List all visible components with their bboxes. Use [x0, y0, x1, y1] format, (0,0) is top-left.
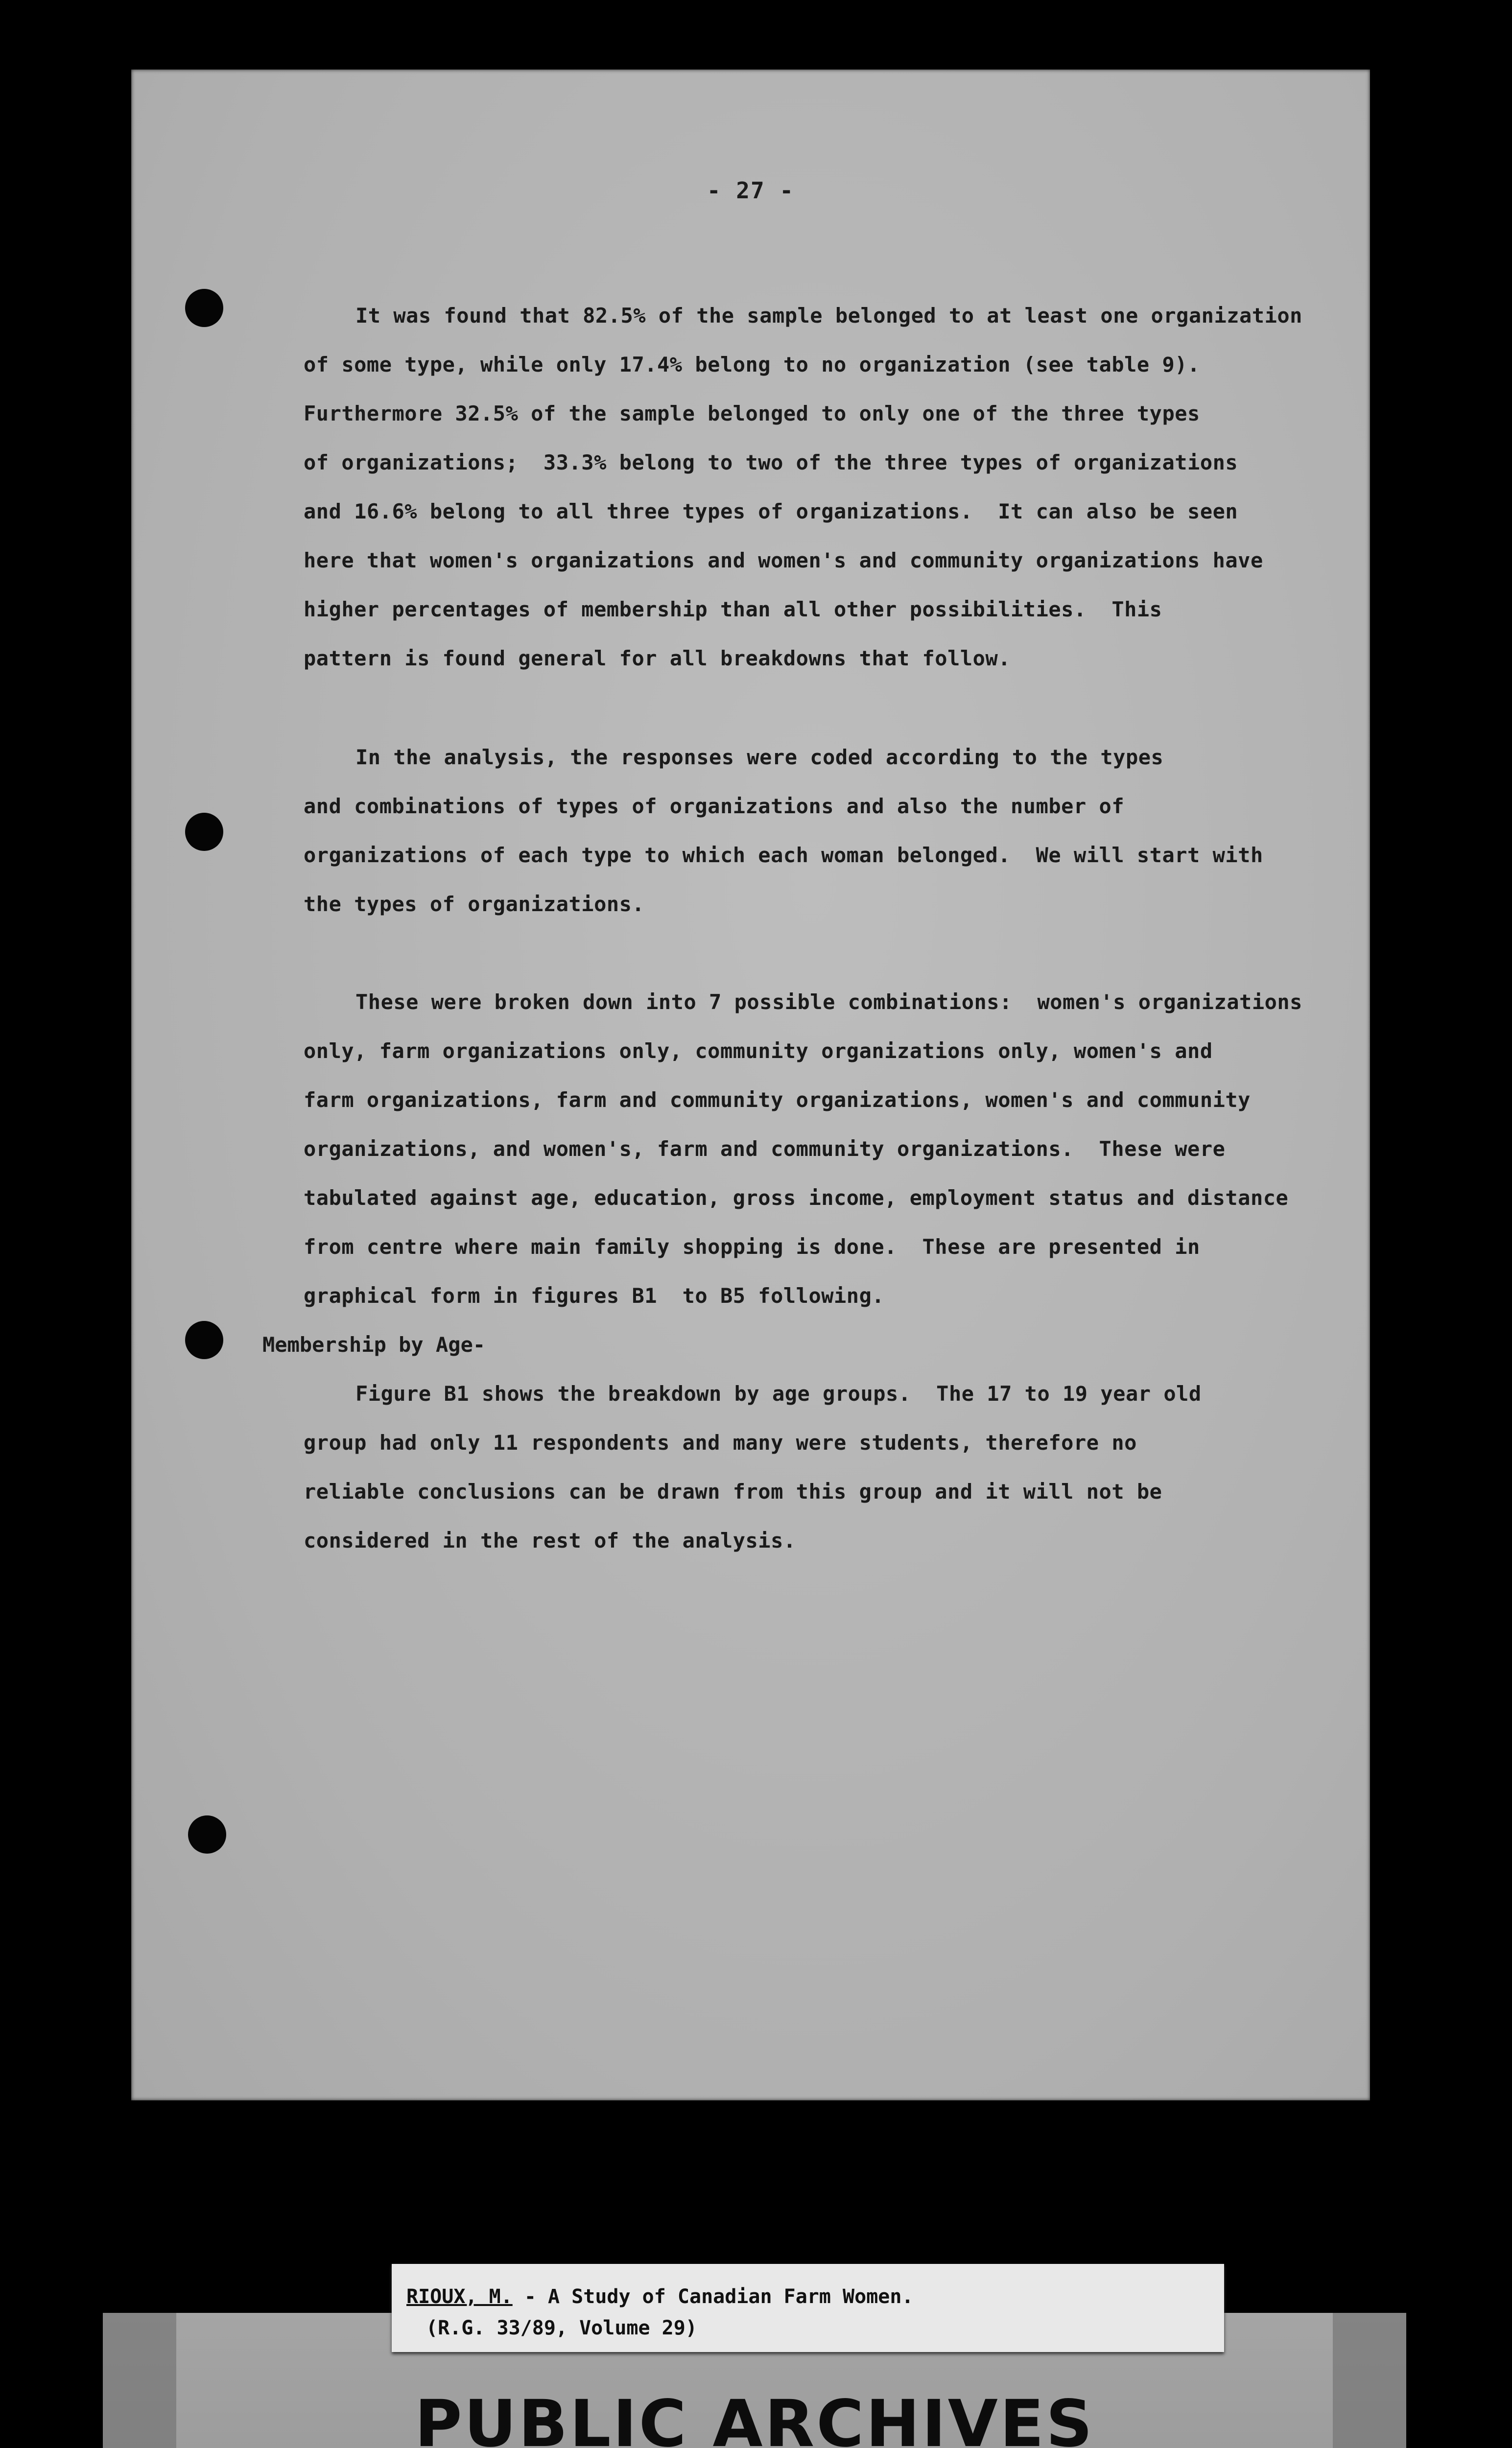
paragraph-2-line: and combinations of types of organizations and also the number of — [304, 794, 1125, 818]
section-paragraph-line: considered in the rest of the analysis. — [304, 1529, 796, 1553]
paragraph-2-line: In the analysis, the responses were coded according to the types — [355, 745, 1164, 769]
paragraph-3-line: graphical form in figures B1 to B5 following. — [304, 1284, 885, 1308]
paragraph-3-line: from centre where main family shopping is done. These are presented in — [304, 1235, 1200, 1259]
citation-reference: (R.G. 33/89, Volume 29) — [426, 2317, 697, 2339]
section-paragraph-line: Figure B1 shows the breakdown by age groups. The 17 to 19 year old — [355, 1382, 1202, 1406]
paragraph-3-line: These were broken down into 7 possible combinations: women's organizations — [355, 990, 1302, 1014]
document-page — [131, 70, 1370, 2100]
section-heading: Membership by Age- — [262, 1333, 486, 1357]
paragraph-3-line: farm organizations, farm and community organizations, women's and community — [304, 1088, 1251, 1112]
section-paragraph-line: group had only 11 respondents and many were students, therefore no — [304, 1431, 1137, 1455]
paragraph-3-line: tabulated against age, education, gross income, employment status and distance — [304, 1186, 1289, 1210]
paragraph-1-line: Furthermore 32.5% of the sample belonged to only one of the three types — [304, 401, 1200, 425]
paragraph-1-line: higher percentages of membership than all other possibilities. This — [304, 597, 1162, 621]
paragraph-1-line: It was found that 82.5% of the sample belonged to at least one organization — [355, 304, 1302, 328]
paragraph-1-line: of organizations; 33.3% belong to two of the three types of organizations — [304, 450, 1238, 474]
stamp-public-archives: PUBLIC ARCHIVES — [414, 2386, 1095, 2448]
citation-first-line — [406, 2285, 914, 2308]
punch-hole — [185, 289, 223, 327]
paragraph-1-line: of some type, while only 17.4% belong to no organization (see table 9). — [304, 353, 1200, 377]
paragraph-3-line: only, farm organizations only, community organizations only, women's and — [304, 1039, 1213, 1063]
citation-label — [392, 2264, 1224, 2352]
citation-author: RIOUX, M. — [406, 2285, 513, 2308]
punch-hole — [185, 813, 223, 851]
punch-hole — [185, 1321, 223, 1359]
paragraph-2-line: the types of organizations. — [304, 892, 645, 916]
paragraph-2-line: organizations of each type to which each woman belonged. We will start with — [304, 843, 1263, 867]
section-paragraph-line: reliable conclusions can be drawn from this group and it will not be — [304, 1480, 1162, 1504]
page-number: - 27 - — [707, 177, 795, 204]
paragraph-1-line: pattern is found general for all breakdowns that follow. — [304, 646, 1011, 670]
paragraph-3-line: organizations, and women's, farm and community organizations. These were — [304, 1137, 1226, 1161]
paragraph-1-line: and 16.6% belong to all three types of organizations. It can also be seen — [304, 499, 1238, 523]
archive-stamp-card — [103, 2285, 1406, 2448]
citation-title: - A Study of Canadian Farm Women. — [512, 2285, 914, 2308]
paragraph-1-line: here that women's organizations and women's and community organizations have — [304, 548, 1263, 572]
punch-hole — [188, 1815, 226, 1854]
